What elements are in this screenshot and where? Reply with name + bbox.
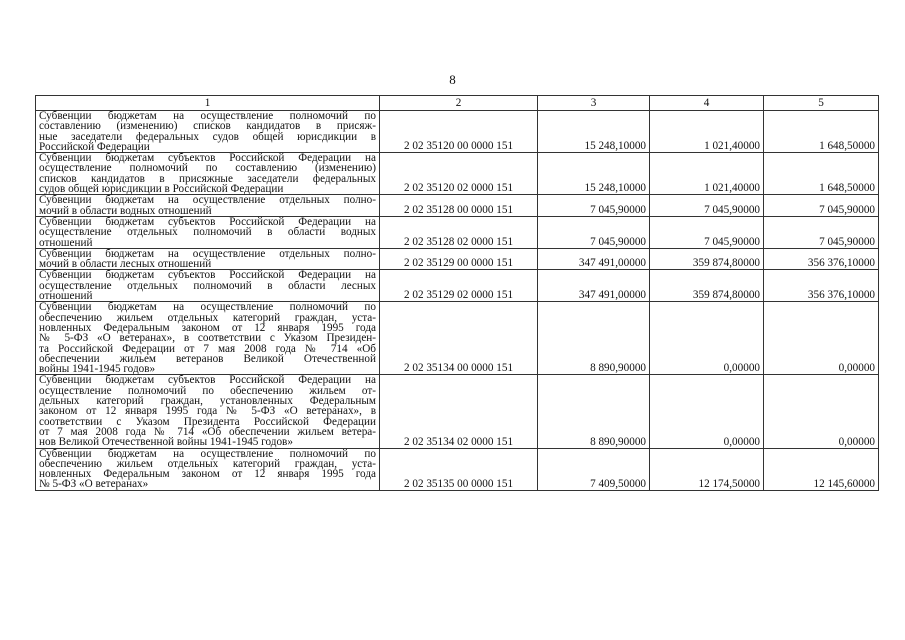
description-line: Субвенции бюджетам на осуществление отдельных полно- [39,247,376,260]
row-value-col3: 7 409,50000 [538,448,650,490]
row-code: 2 02 35129 02 0000 151 [380,270,538,302]
description-line: Субвенции бюджетам субъектов Российской Федерации на [39,374,376,387]
row-value-col3: 8 890,90000 [538,302,650,375]
row-description [36,448,380,490]
row-description [36,195,380,217]
description-line: обеспечении жильем ветеранов Великой Отечественной [39,352,376,365]
row-description [36,270,380,302]
row-code: 2 02 35134 02 0000 151 [380,375,538,448]
row-code: 2 02 35128 02 0000 151 [380,216,538,248]
table-header-row [36,96,879,111]
description-line: от 7 мая 2008 года № 714 «Об обеспечении жильем ветера- [39,425,376,438]
description-line: обеспечению жильем отдельных категорий граждан, уста- [39,311,376,324]
row-value-col3: 15 248,10000 [538,111,650,153]
table-row [36,195,879,217]
description-line: осуществление полномочий по обеспечению жильем от- [39,384,376,397]
description-line: ные заседатели федеральных судов общей юрисдикции в [39,130,376,143]
row-description [36,248,380,270]
row-value-col3: 7 045,90000 [538,195,650,217]
row-code: 2 02 35128 00 0000 151 [380,195,538,217]
row-value-col5: 7 045,90000 [764,216,879,248]
description-line: Субвенции бюджетам субъектов Российской Федерации на [39,152,376,165]
description-line: № 5-ФЗ «О ветеранах» [39,478,149,491]
description-line: обеспечению жильем отдельных категорий граждан, уста- [39,457,376,470]
description-line: Субвенции бюджетам на осуществление полномочий по [39,447,376,460]
budget-table [35,95,879,491]
description-line: осуществление полномочий по составлению (изменению) [39,162,376,175]
row-value-col3: 347 491,00000 [538,270,650,302]
description-line: списков кандидатов в присяжные заседатели федеральных [39,172,376,185]
column-header: 2 [380,96,538,111]
description-line: Субвенции бюджетам на осуществление полномочий по [39,110,376,122]
description-line: судов общей юрисдикции в Российской Федерации [39,183,284,196]
row-code: 2 02 35134 00 0000 151 [380,302,538,375]
row-description [36,153,380,195]
page-number: 8 [449,72,456,87]
row-value-col4: 1 021,40000 [650,111,764,153]
table-row [36,153,879,195]
row-value-col5: 1 648,50000 [764,111,879,153]
table-row [36,302,879,375]
row-code: 2 02 35135 00 0000 151 [380,448,538,490]
description-line: мочий в области лесных отношений [39,258,212,271]
row-description [36,375,380,448]
row-code: 2 02 35120 00 0000 151 [380,111,538,153]
table-row [36,216,879,248]
column-header: 1 [36,96,380,111]
description-line: составлению (изменению) списков кандидатов в присяж- [39,120,376,133]
row-value-col3: 8 890,90000 [538,375,650,448]
description-line: дельных категорий граждан, установленных Федеральным [39,395,376,408]
column-header: 3 [538,96,650,111]
table-row [36,248,879,270]
description-line: Субвенции бюджетам на осуществление отдельных полно- [39,194,376,207]
row-description [36,216,380,248]
table-row [36,448,879,490]
row-value-col3: 347 491,00000 [538,248,650,270]
description-line: Российской Федерации [39,140,150,153]
description-line: Субвенции бюджетам субъектов Российской Федерации на [39,269,376,282]
description-line: Субвенции бюджетам субъектов Российской Федерации на [39,215,376,228]
description-line: № 5-ФЗ «О ветеранах», в соответствии с Указом Президен- [39,332,376,345]
description-line: новленных Федеральным законом от 12 января 1995 года [39,321,376,334]
row-value-col4: 0,00000 [650,375,764,448]
row-code: 2 02 35120 02 0000 151 [380,153,538,195]
row-value-col4: 359 874,80000 [650,270,764,302]
row-value-col5: 356 376,10000 [764,248,879,270]
description-line: Субвенции бюджетам на осуществление полномочий по [39,301,376,314]
table-row [36,270,879,302]
row-value-col3: 7 045,90000 [538,216,650,248]
description-line: войны 1941-1945 годов» [39,363,156,376]
column-header: 5 [764,96,879,111]
description-line: соответствии с Указом Президента Российской Федерации [39,415,376,428]
description-line: отношений [39,236,93,249]
column-header: 4 [650,96,764,111]
description-line: мочий в области водных отношений [39,204,212,217]
table-row [36,111,879,153]
description-line: осуществление отдельных полномочий в области водных [39,226,376,239]
row-value-col3: 15 248,10000 [538,153,650,195]
row-value-col4: 7 045,90000 [650,216,764,248]
description-line: отношений [39,290,93,303]
row-value-col4: 0,00000 [650,302,764,375]
row-value-col5: 1 648,50000 [764,153,879,195]
row-description [36,302,380,375]
row-value-col5: 356 376,10000 [764,270,879,302]
row-code: 2 02 35129 00 0000 151 [380,248,538,270]
row-value-col5: 7 045,90000 [764,195,879,217]
table-row [36,375,879,448]
description-line: та Российской Федерации от 7 мая 2008 года № 714 «Об [39,342,376,355]
row-value-col4: 7 045,90000 [650,195,764,217]
row-value-col4: 1 021,40000 [650,153,764,195]
description-line: нов Великой Отечественной войны 1941-1945 годов» [39,436,293,449]
row-value-col5: 0,00000 [764,302,879,375]
description-line: осуществление отдельных полномочий в области лесных [39,279,376,292]
row-value-col4: 359 874,80000 [650,248,764,270]
row-value-col5: 0,00000 [764,375,879,448]
description-line: новленных Федеральным законом от 12 января 1995 года [39,468,376,481]
description-line: законом от 12 января 1995 года № 5-ФЗ «О ветеранах», в [39,405,376,418]
row-value-col4: 12 174,50000 [650,448,764,490]
row-value-col5: 12 145,60000 [764,448,879,490]
row-description [36,111,380,153]
